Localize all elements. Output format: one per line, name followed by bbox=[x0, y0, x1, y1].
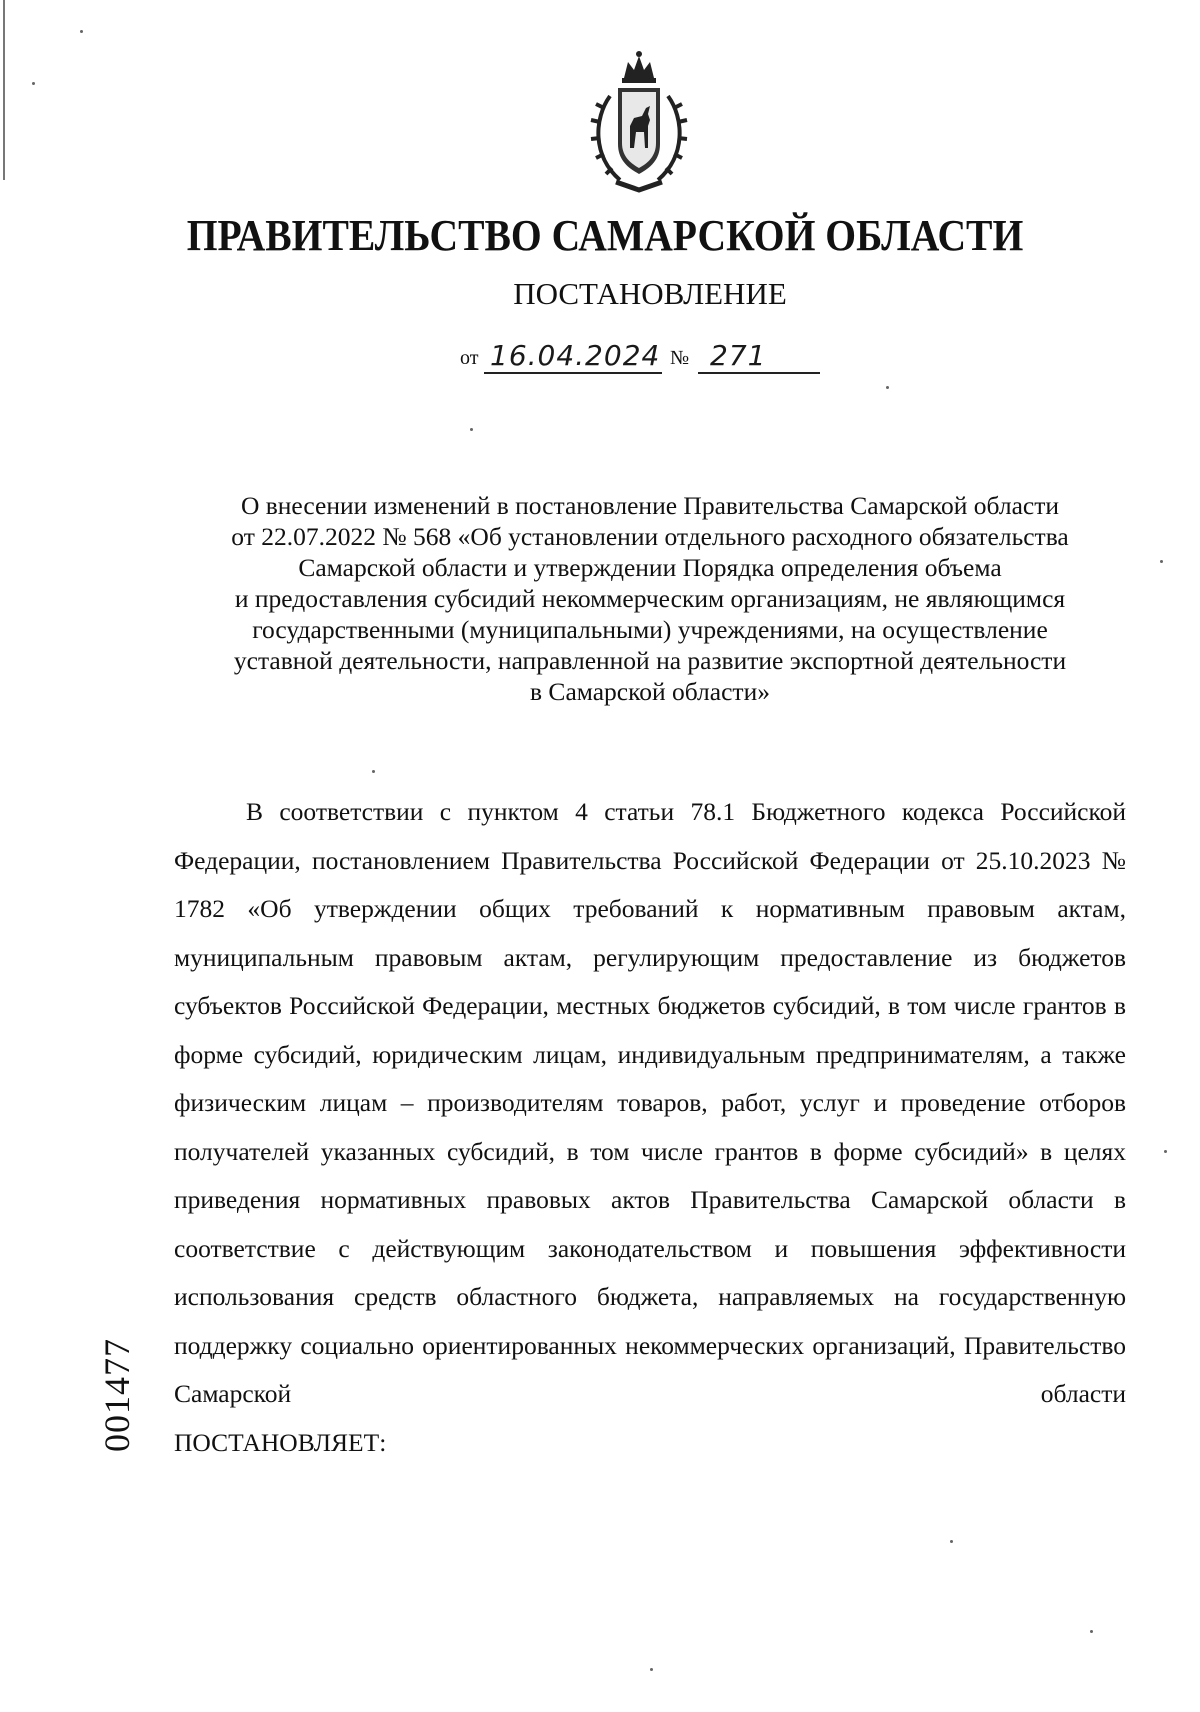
date-number-line bbox=[460, 330, 860, 376]
date-underline bbox=[484, 372, 662, 374]
scan-speck bbox=[80, 30, 83, 33]
body-paragraph: В соответствии с пунктом 4 статьи 78.1 Бюджетного кодекса Российской Федерации, постановлением Правительства Российской Федерации от 25.10.2023 № 1782 «Об утверждении общих требований к нормативным правовым актам, муниципальным правовым актам, регулирующим предоставление из бюджетов субъектов Российской Федерации, местных бюджетов субсидий, в том числе грантов в форме субсидий, юридическим лицам, индивидуальным предпринимателям, а также физическим лицам – производителям товаров, работ, услуг и проведение отборов получателей указанных субсидий, в том числе грантов в форме субсидий» в целях приведения нормативных правовых актов Правительства Самарской области в соответствие с действующим законодательством и повышения эффективности использования средств областного бюджета, направляемых на государственную поддержку социально ориентированных некоммерческих организаций, Правительство Самарской области bbox=[174, 797, 1126, 1408]
date-prefix: от bbox=[460, 347, 479, 369]
scan-speck bbox=[372, 770, 375, 773]
scan-speck bbox=[886, 386, 889, 389]
subject-line: уставной деятельности, направленной на развитие экспортной деятельности bbox=[233, 646, 1067, 675]
government-name-heading: ПРАВИТЕЛЬСТВО САМАРСКОЙ ОБЛАСТИ bbox=[186, 211, 1024, 260]
scan-speck bbox=[1090, 1630, 1093, 1633]
scan-speck bbox=[950, 1540, 953, 1543]
document-body bbox=[174, 788, 1126, 1467]
subject-line: государственными (муниципальными) учреждениями, на осуществление bbox=[252, 615, 1048, 644]
number-underline bbox=[698, 372, 820, 374]
scan-speck bbox=[32, 82, 35, 85]
document-subject bbox=[150, 490, 1150, 707]
samara-coat-of-arms-icon bbox=[580, 48, 698, 198]
scan-speck bbox=[470, 428, 473, 431]
subject-line: в Самарской области» bbox=[530, 677, 770, 706]
scan-speck bbox=[1164, 1150, 1167, 1153]
scan-speck bbox=[650, 1668, 653, 1671]
serial-number-text: 001477 bbox=[97, 1338, 137, 1452]
subject-line: от 22.07.2022 № 568 «Об установлении отдельного расходного обязательства bbox=[231, 522, 1069, 551]
handwritten-number: 271 bbox=[710, 339, 767, 372]
scan-speck bbox=[1160, 560, 1163, 563]
subject-line: и предоставления субсидий некоммерческим организациям, не являющимся bbox=[234, 584, 1066, 613]
document-type-title: ПОСТАНОВЛЕНИЕ bbox=[513, 276, 787, 311]
resolution-word: ПОСТАНОВЛЯЕТ: bbox=[174, 1427, 387, 1457]
handwritten-date: 16.04.2024 bbox=[490, 339, 661, 372]
subject-line: Самарской области и утверждении Порядка определения объема bbox=[298, 553, 1002, 582]
subject-line: О внесении изменений в постановление Правительства Самарской области bbox=[240, 491, 1060, 520]
number-prefix: № bbox=[670, 347, 690, 369]
scan-edge-line bbox=[3, 0, 5, 180]
